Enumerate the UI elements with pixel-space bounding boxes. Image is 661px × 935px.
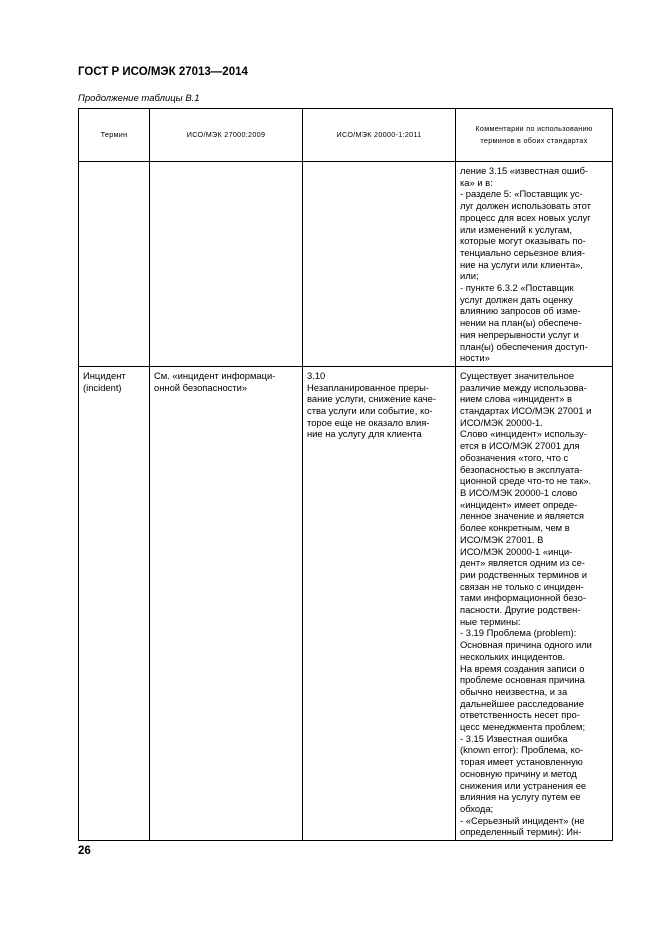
cell-text-line: ление 3.15 «известная ошиб- [460,165,589,176]
cell-comments [456,162,613,367]
cell-text-line: ИСО/МЭК 20000-1 «инци- [460,545,573,557]
cell-text-line: проблеме основная причина [460,674,585,686]
cell-text-line: Слово «инцидент» использу- [460,428,587,440]
cell-text-line: влияния на услугу путем ее [460,791,581,803]
cell-text-line: ности» [460,352,490,364]
cell-text-line: или изменений к услугам, [460,223,573,235]
cell-iso20000 [303,162,456,367]
cell-iso20000 [303,366,456,840]
cell-iso27000 [150,366,303,840]
cell-text-line: обычно неизвестна, и за [460,685,568,697]
cell-text-line: (known error): Проблема, ко- [460,744,584,756]
cell-text-line: ИСО/МЭК 20000-1. [460,416,543,428]
cell-text-line: цесс менеджмента проблем; [460,721,586,733]
cell-text-line: - разделе 5: «Поставщик ус- [460,188,583,200]
header-iso27000: ИСО/МЭК 27000:2009 [150,109,303,162]
cell-text-line: которые могут оказывать по- [460,235,586,247]
cell-text-line: обозначения «того, что с [460,451,569,463]
cell-text-line: тенциально серьезное влия- [460,246,585,258]
cell-text-line: ния непрерывности услуг и [460,328,579,340]
cell-text-line: ется в ИСО/МЭК 27001 для [460,440,580,452]
cell-text-line: ства услуги или событие, ко- [307,405,433,417]
cell-text-line: вание услуги, снижение каче- [307,393,436,405]
header-term: Термин [79,109,150,162]
cell-text-line: определенный термин): Ин- [460,826,582,838]
header-iso20000: ИСО/МЭК 20000-1:2011 [303,109,456,162]
cell-text-line: услуг должен дать оценку [460,293,573,305]
header-comments: Комментарии по использованию терминов в обоих стандартах [456,109,613,162]
cell-text-line: - пункте 6.3.2 «Поставщик [460,282,574,294]
cell-text-line: стандартах ИСО/МЭК 27001 и [460,405,592,417]
cell-text-line: Основная причина одного или [460,639,592,651]
cell-text-line: ние на услугу для клиента [307,428,422,440]
cell-text-line: пасности. Другие родствен- [460,604,581,616]
cell-iso27000 [150,162,303,367]
table-caption: Продолжение таблицы В.1 [78,93,200,104]
cell-text-line: различие между использова- [460,381,587,393]
standard-code: ГОСТ Р ИСО/МЭК 27013—2014 [78,66,248,78]
cell-text-line: ответственность несет про- [460,709,580,721]
cell-text-line: - 3.19 Проблема (problem): [460,627,577,639]
table-row [79,162,613,367]
cell-text-line: влиянию запросов об изме- [460,305,581,317]
cell-text-line: процесс для всех новых услуг [460,211,591,223]
cell-text-line: На время создания записи о [460,662,585,674]
cell-text-line: онной безопасности» [154,381,248,393]
cell-text-line: ные термины: [460,615,521,627]
cell-text-line: основную причину и метод [460,767,577,779]
cell-text-line: - «Серьезный инцидент» (не [460,814,585,826]
cell-text-line: торое еще не оказало влия- [307,416,430,428]
cell-text-line: См. «инцидент информаци- [154,369,276,381]
cell-text-line: обхода; [460,802,494,814]
cell-comments [456,366,613,840]
cell-text-line: ка» и в: [460,176,493,188]
cell-text-line: дент» является одним из се- [460,557,585,569]
cell-text-line: 3.10 [307,369,326,381]
cell-text-line: ние на услуги или клиента», [460,258,583,270]
cell-text-line: нием слова «инцидент» в [460,393,573,405]
comparison-table [78,108,613,841]
cell-term [79,162,150,367]
table-row [79,366,613,840]
cell-text-line: тами информационной безо- [460,592,586,604]
table-header-row [79,109,613,162]
cell-text-line: связан не только с инциден- [460,580,584,592]
cell-text-line: Инцидент [83,369,126,381]
cell-text-line: нескольких инцидентов. [460,650,566,662]
cell-text-line: план(ы) обеспечения доступ- [460,340,588,352]
cell-text-line: или; [460,270,479,282]
cell-text-line: ИСО/МЭК 27001. В [460,533,544,545]
cell-text-line: В ИСО/МЭК 20000-1 слово [460,486,578,498]
cell-text-line: - 3.15 Известная ошибка [460,732,568,744]
cell-text-line: дальнейшее расследование [460,697,584,709]
cell-text-line: Незапланированное преры- [307,381,429,393]
cell-text-line: торая имеет установленную [460,756,583,768]
cell-term [79,366,150,840]
page-number: 26 [78,845,91,857]
cell-text-line: ционной среде что-то не так». [460,475,592,487]
cell-text-line: луг должен использовать этот [460,200,591,212]
cell-text-line: рии родственных терминов и [460,568,587,580]
cell-text-line: «инцидент» имеет опреде- [460,498,578,510]
cell-text-line: снижения или устранения ее [460,779,587,791]
cell-text-line: нении на план(ы) обеспече- [460,317,582,329]
cell-text-line: Существует значительное [460,369,575,381]
cell-text-line: ленное значение и является [460,510,584,522]
cell-text-line: (incident) [83,381,122,393]
cell-text-line: более конкретным, чем в [460,522,570,534]
cell-text-line: безопасностью в эксплуата- [460,463,583,475]
